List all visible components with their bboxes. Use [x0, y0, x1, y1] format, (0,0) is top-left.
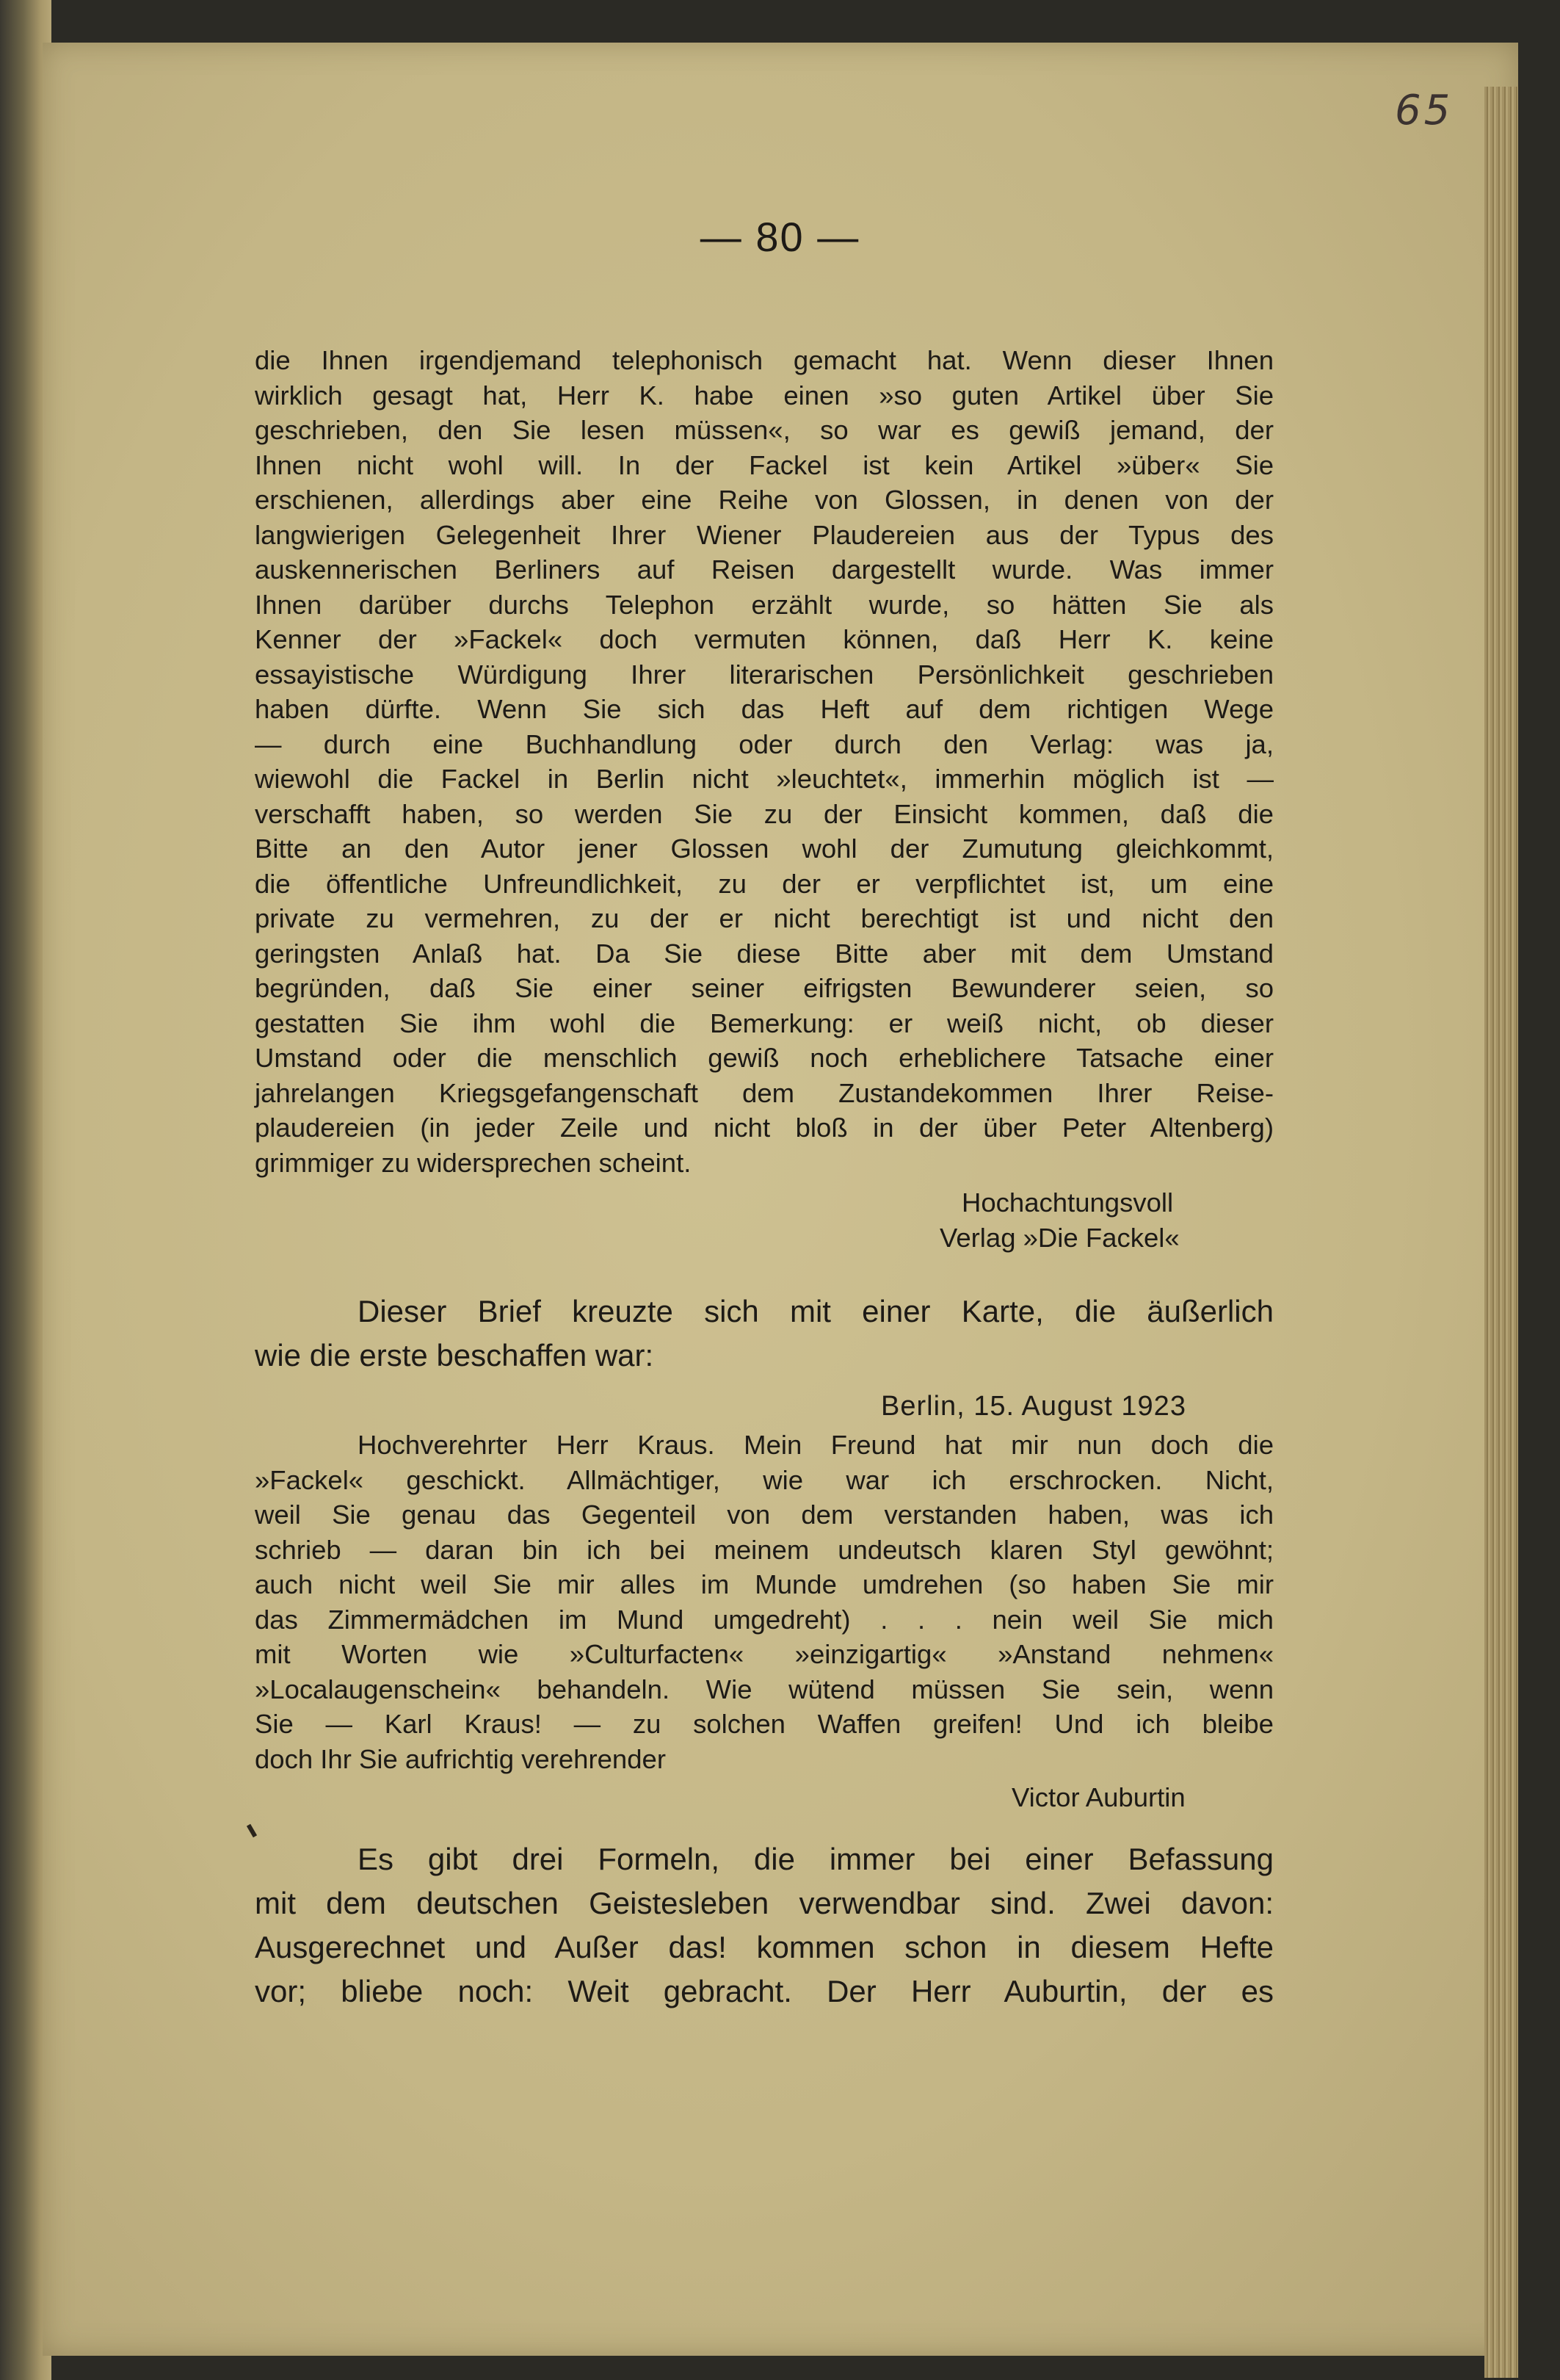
closing-salutation: Hochachtungsvoll	[962, 1187, 1174, 1218]
body-line: auskennerischen Berliners auf Reisen dargestellt wurde. Was immer	[255, 554, 1274, 585]
final-line: Ausgerechnet und Außer das! kommen schon in diesem Hefte	[255, 1930, 1274, 1964]
closing-paragraph	[255, 1837, 1274, 2014]
body-line: Umstand oder die menschlich gewiß noch erheblichere Tatsache einer	[255, 1043, 1274, 1073]
letter-date: Berlin, 15. August 1923	[881, 1391, 1186, 1422]
handwritten-folio-number: 65	[1395, 87, 1454, 134]
closing-sender: Verlag »Die Fackel«	[940, 1222, 1180, 1253]
body-line: erschienen, allerdings aber eine Reihe von Glossen, in denen von der	[255, 485, 1274, 515]
letter-line: Sie — Karl Kraus! — zu solchen Waffen greifen! Und ich bleibe	[255, 1709, 1274, 1739]
quoted-letter	[255, 1428, 1274, 1776]
body-line: jahrelangen Kriegsgefangenschaft dem Zustandekommen Ihrer Reise-	[255, 1077, 1274, 1108]
body-line: geringsten Anlaß hat. Da Sie diese Bitte aber mit dem Umstand	[255, 938, 1274, 969]
body-line: gestatten Sie ihm wohl die Bemerkung: er weiß nicht, ob dieser	[255, 1008, 1274, 1038]
page-fore-edge	[1484, 87, 1518, 2378]
body-line: begründen, daß Sie einer seiner eifrigsten Bewunderer seien, so	[255, 973, 1274, 1003]
body-line: grimmiger zu widersprechen scheint.	[255, 1147, 692, 1178]
final-line: Es gibt drei Formeln, die immer bei einer Befassung	[358, 1842, 1274, 1876]
body-line: haben dürfte. Wenn Sie sich das Heft auf dem richtigen Wege	[255, 694, 1274, 724]
body-line: Ihnen darüber durchs Telephon erzählt wurde, so hätten Sie als	[255, 589, 1274, 620]
body-line: Bitte an den Autor jener Glossen wohl der Zumutung gleichkommt,	[255, 833, 1274, 864]
body-line: wiewohl die Fackel in Berlin nicht »leuchtet«, immerhin möglich ist —	[255, 764, 1274, 794]
body-line: Ihnen nicht wohl will. In der Fackel ist kein Artikel »über« Sie	[255, 449, 1274, 480]
body-line: wirklich gesagt hat, Herr K. habe einen »so guten Artikel über Sie	[255, 380, 1274, 410]
letter-signature: Victor Auburtin	[1012, 1782, 1186, 1812]
letter-line: das Zimmermädchen im Mund umgedreht) . . . nein weil Sie mich	[255, 1604, 1274, 1635]
letter-line: auch nicht weil Sie mir alles im Munde umdrehen (so haben Sie mir	[255, 1569, 1274, 1599]
body-line: private zu vermehren, zu der er nicht berechtigt ist und nicht den	[255, 903, 1274, 933]
final-line: mit dem deutschen Geistesleben verwendbar sind. Zwei davon:	[255, 1886, 1274, 1920]
body-line: plaudereien (in jeder Zeile und nicht bloß in der über Peter Altenberg)	[255, 1113, 1274, 1143]
body-line: langwierigen Gelegenheit Ihrer Wiener Plaudereien aus der Typus des	[255, 519, 1274, 550]
letter-line: doch Ihr Sie aufrichtig verehrender	[255, 1743, 666, 1774]
page-number: — 80 —	[700, 214, 860, 260]
letter-line: »Localaugenschein« behandeln. Wie wütend müssen Sie sein, wenn	[255, 1674, 1274, 1704]
body-line: die öffentliche Unfreundlichkeit, zu der er verpflichtet ist, um eine	[255, 868, 1274, 899]
heading-line: wie die erste beschaffen war:	[255, 1338, 654, 1372]
letter-line: »Fackel« geschickt. Allmächtiger, wie war ich erschrocken. Nicht,	[255, 1464, 1274, 1495]
letter-line: mit Worten wie »Culturfacten« »einzigartig« »Anstand nehmen«	[255, 1639, 1274, 1669]
letter-line: schrieb — daran bin ich bei meinem undeutsch klaren Styl gewöhnt;	[255, 1534, 1274, 1565]
body-line: essayistische Würdigung Ihrer literarischen Persönlichkeit geschrieben	[255, 659, 1274, 690]
heading-line: Dieser Brief kreuzte sich mit einer Karte, die äußerlich	[358, 1294, 1274, 1328]
body-line: die Ihnen irgendjemand telephonisch gemacht hat. Wenn dieser Ihnen	[255, 345, 1274, 375]
letter-closing	[940, 1185, 1180, 1255]
letter-line: weil Sie genau das Gegenteil von dem verstanden haben, was ich	[255, 1500, 1274, 1530]
final-line: vor; bliebe noch: Weit gebracht. Der Herr Auburtin, der es	[255, 1974, 1274, 2008]
body-line: geschrieben, den Sie lesen müssen«, so war es gewiß jemand, der	[255, 415, 1274, 445]
section-heading	[255, 1290, 1274, 1378]
body-line: — durch eine Buchhandlung oder durch den Verlag: was ja,	[255, 728, 1274, 759]
letter-line: Hochverehrter Herr Kraus. Mein Freund hat mir nun doch die	[358, 1430, 1274, 1460]
body-line: verschafft haben, so werden Sie zu der Einsicht kommen, daß die	[255, 798, 1274, 829]
body-paragraph	[255, 343, 1274, 1180]
body-line: Kenner der »Fackel« doch vermuten können, daß Herr K. keine	[255, 624, 1274, 654]
